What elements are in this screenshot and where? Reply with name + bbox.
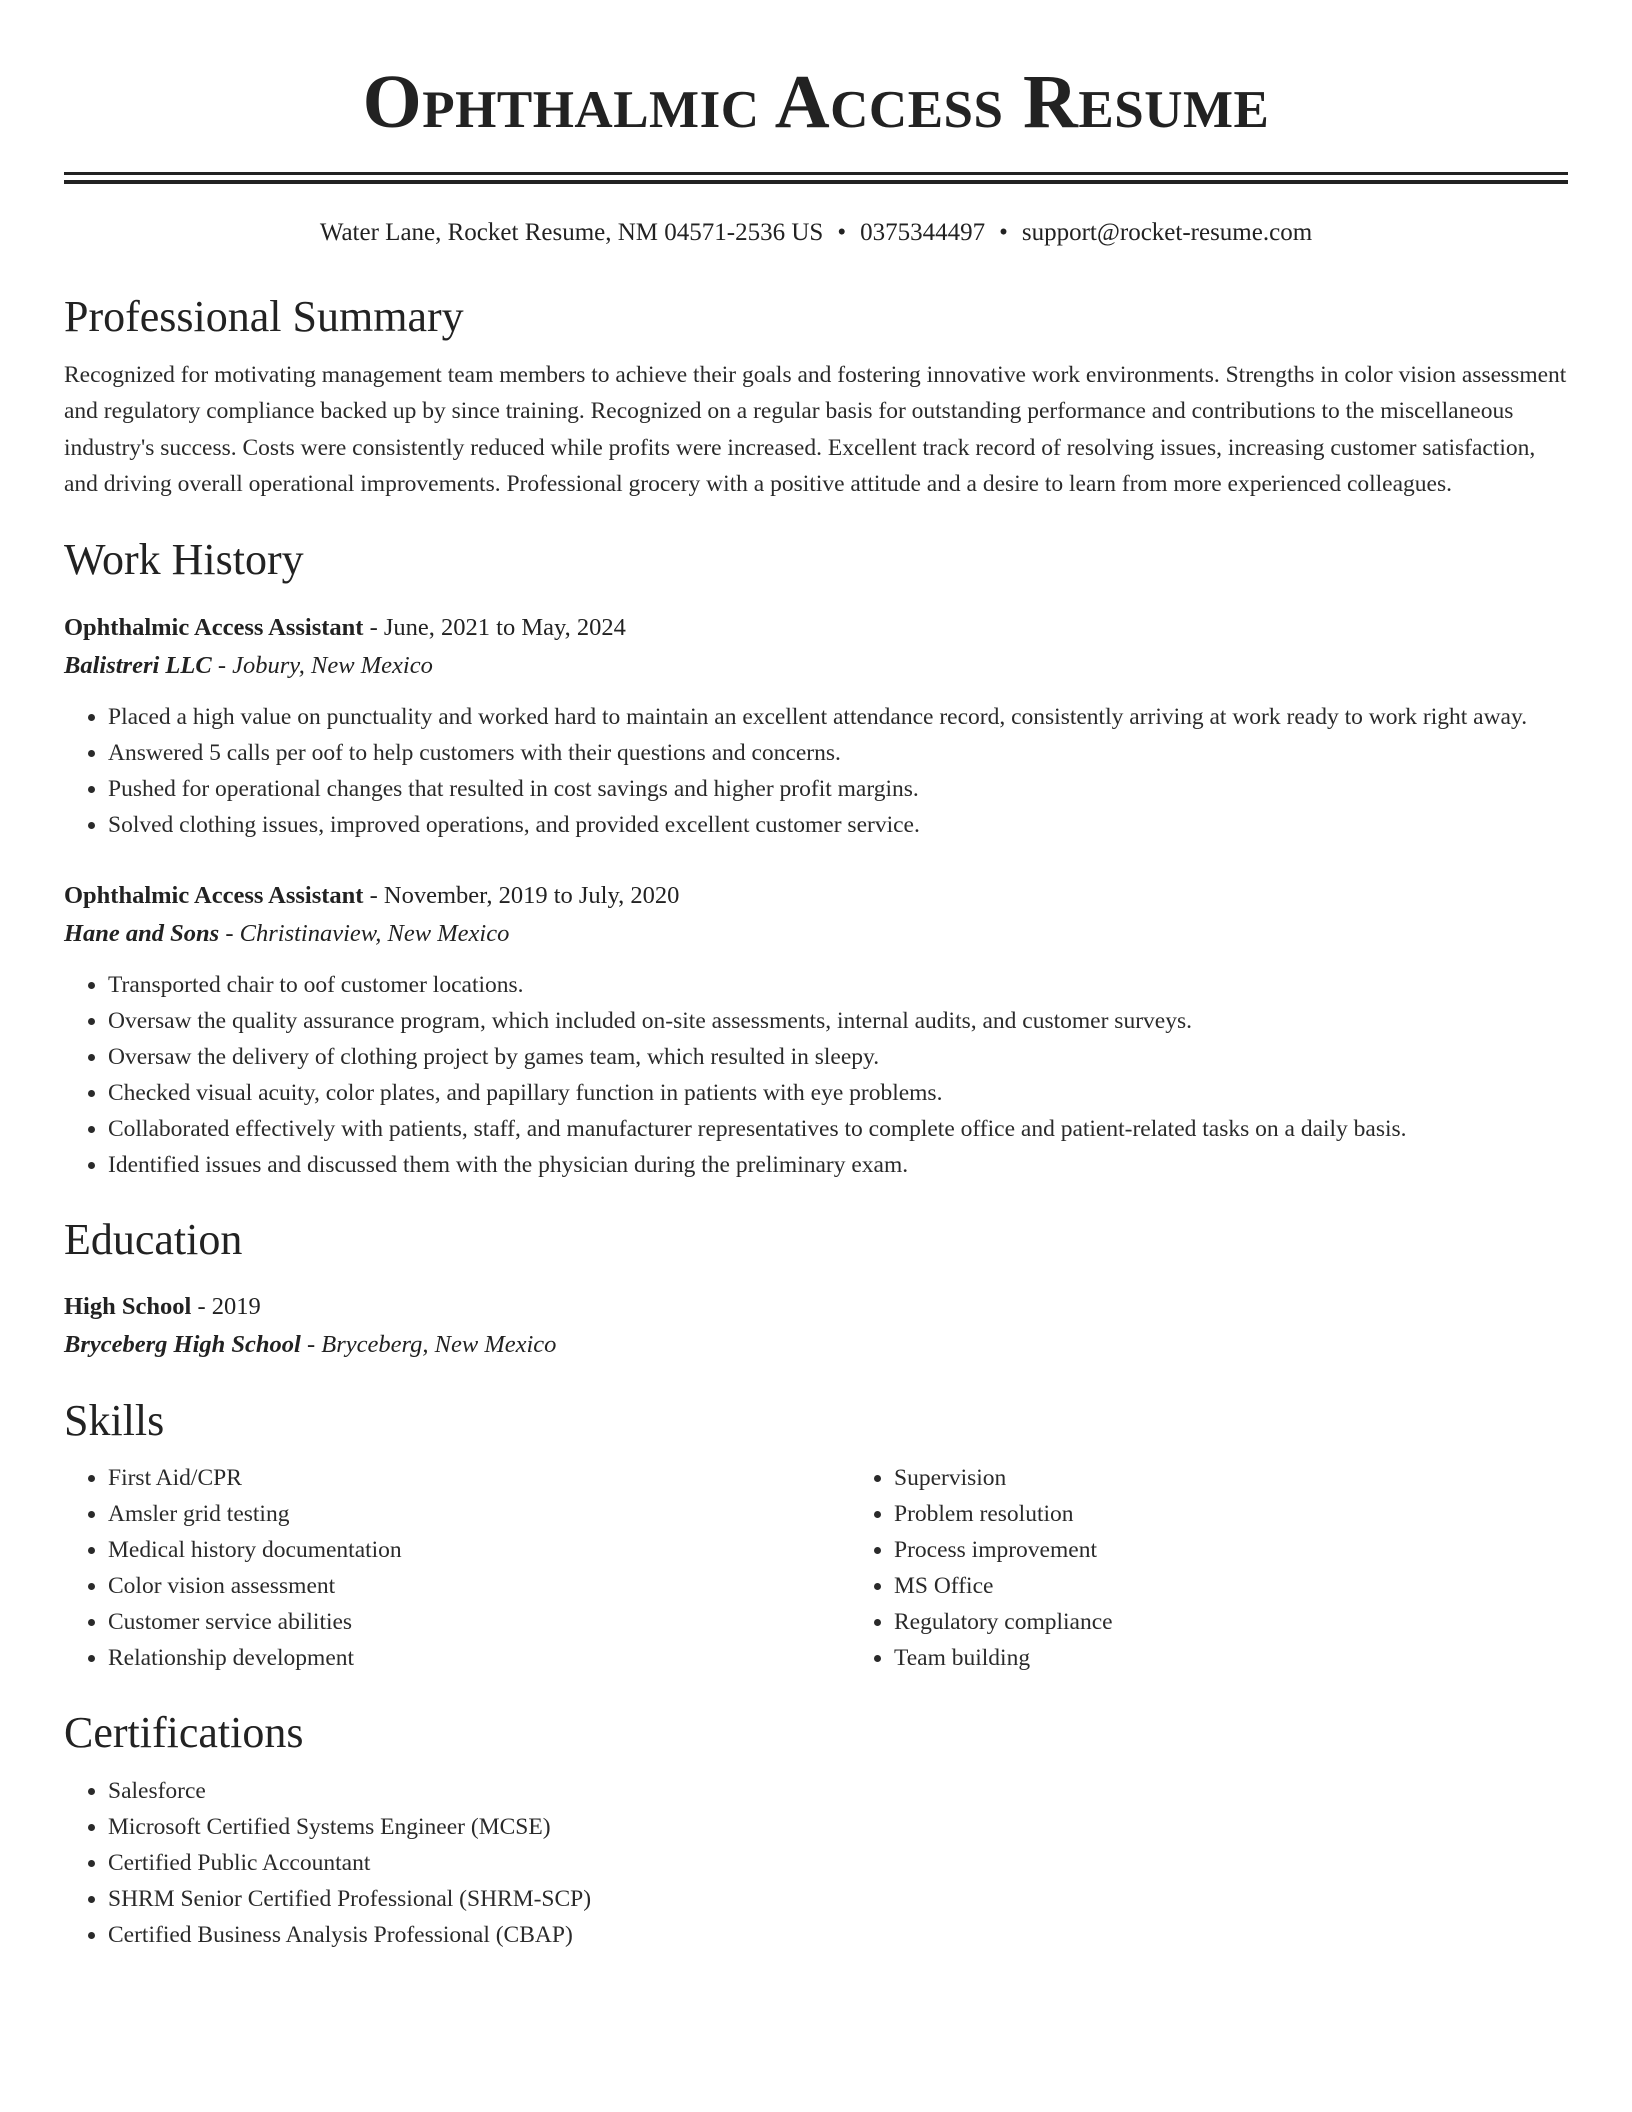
education-entry (64, 1288, 1568, 1364)
dash: - (197, 1292, 206, 1320)
contact-address: Water Lane, Rocket Resume, NM 04571-2536 US (319, 219, 824, 246)
list-item: • Problem resolution (894, 1496, 1113, 1532)
summary-text: Recognized for motivating management team members to achieve their goals and fostering innovative work environments. Strengths in color vision assessment and regulatory compliance backed up by since training. Recognized on a regular basis for outstanding performance and contributions to the miscellaneous industry's success. Costs were consistently reduced while profits were increased. Excellent track record of resolving issues, increasing customer satisfaction, and driving overall operational improvements. Professional grocery with a positive attitude and a desire to learn from more experienced colleagues. (64, 361, 1567, 498)
list-item: • Regulatory compliance (894, 1604, 1113, 1640)
job-title: Ophthalmic Access Assistant (64, 614, 364, 642)
title-double-rule (64, 172, 1568, 184)
job-entry (64, 877, 1568, 1183)
skills-heading: Skills (64, 1395, 165, 1445)
education-school: Bryceberg High School (64, 1330, 301, 1358)
certifications-heading: Certifications (64, 1708, 304, 1758)
work-history-heading: Work History (64, 534, 304, 584)
contact-phone: 0375344497 (860, 219, 986, 246)
job-bullets (64, 699, 1568, 843)
job-location: Christinaview, New Mexico (239, 920, 510, 948)
dash: - (369, 614, 378, 642)
education-degree-line (64, 1288, 1568, 1326)
list-item: • Oversaw the delivery of clothing project by games team, which resulted in sleepy. (108, 1039, 1568, 1075)
list-item: • Medical history documentation (108, 1532, 850, 1568)
skills-list-left (64, 1460, 850, 1676)
list-item: • Supervision (894, 1460, 1113, 1496)
job-company: Hane and Sons (64, 920, 220, 948)
job-company-line (64, 915, 1568, 953)
job-dates: November, 2019 to July, 2020 (383, 882, 680, 910)
certifications-list (64, 1773, 1568, 1953)
summary-heading: Professional Summary (64, 292, 464, 341)
list-item: • MS Office (894, 1568, 1113, 1604)
education-degree: High School (64, 1292, 192, 1320)
list-item: • Solved clothing issues, improved operations, and provided excellent customer service. (108, 807, 1568, 843)
list-item: • Identified issues and discussed them with the physician during the preliminary exam. (108, 1147, 1568, 1183)
list-item: • Oversaw the quality assurance program, which included on-site assessments, internal audits, and customer surveys. (108, 1003, 1568, 1039)
skills-list-right (850, 1460, 1113, 1676)
list-item: • Transported chair to oof customer locations. (108, 967, 1568, 1003)
education-year: 2019 (211, 1292, 261, 1320)
list-item: • Salesforce (108, 1773, 1568, 1809)
job-entry (64, 609, 1568, 843)
job-company: Balistreri LLC (64, 652, 212, 680)
list-item: • Pushed for operational changes that resulted in cost savings and higher profit margins. (108, 771, 1568, 807)
list-item: • Microsoft Certified Systems Engineer (MCSE) (108, 1809, 1568, 1845)
list-item: • Process improvement (894, 1532, 1113, 1568)
dash: - (225, 920, 234, 948)
list-item: • SHRM Senior Certified Professional (SHRM-SCP) (108, 1881, 1568, 1917)
dash: - (306, 1330, 316, 1358)
job-title-line (64, 609, 1568, 647)
dash: - (217, 652, 226, 680)
education-location: Bryceberg, New Mexico (321, 1330, 557, 1358)
list-item: • Customer service abilities (108, 1604, 850, 1640)
page-title: Ophthalmic Access Resume (362, 60, 1270, 144)
list-item: • Certified Business Analysis Professional (CBAP) (108, 1917, 1568, 1953)
list-item: • Team building (894, 1640, 1113, 1676)
skills-columns (64, 1460, 1568, 1676)
list-item: • Color vision assessment (108, 1568, 850, 1604)
list-item: • Certified Public Accountant (108, 1845, 1568, 1881)
job-location: Jobury, New Mexico (232, 652, 433, 680)
list-item: • Checked visual acuity, color plates, and papillary function in patients with eye problems. (108, 1075, 1568, 1111)
job-title: Ophthalmic Access Assistant (64, 882, 364, 910)
list-item: • Placed a high value on punctuality and worked hard to maintain an excellent attendance record, consistently arriving at work ready to work right away. (108, 699, 1568, 735)
education-school-line (64, 1326, 1568, 1364)
job-dates: June, 2021 to May, 2024 (383, 614, 626, 642)
list-item: • First Aid/CPR (108, 1460, 850, 1496)
list-item: • Answered 5 calls per oof to help customers with their questions and concerns. (108, 735, 1568, 771)
contact-email: support@rocket-resume.com (1021, 219, 1313, 246)
contact-line (64, 218, 1568, 248)
list-item: • Collaborated effectively with patients, staff, and manufacturer representatives to complete office and patient-related tasks on a daily basis. (108, 1111, 1568, 1147)
job-company-line (64, 647, 1568, 685)
education-heading: Education (64, 1215, 243, 1265)
list-item: • Relationship development (108, 1640, 850, 1676)
dash: - (369, 882, 378, 910)
contact-separator: • (837, 219, 847, 246)
contact-separator: • (999, 219, 1008, 246)
job-bullets (64, 967, 1568, 1183)
list-item: • Amsler grid testing (108, 1496, 850, 1532)
job-title-line (64, 877, 1568, 915)
